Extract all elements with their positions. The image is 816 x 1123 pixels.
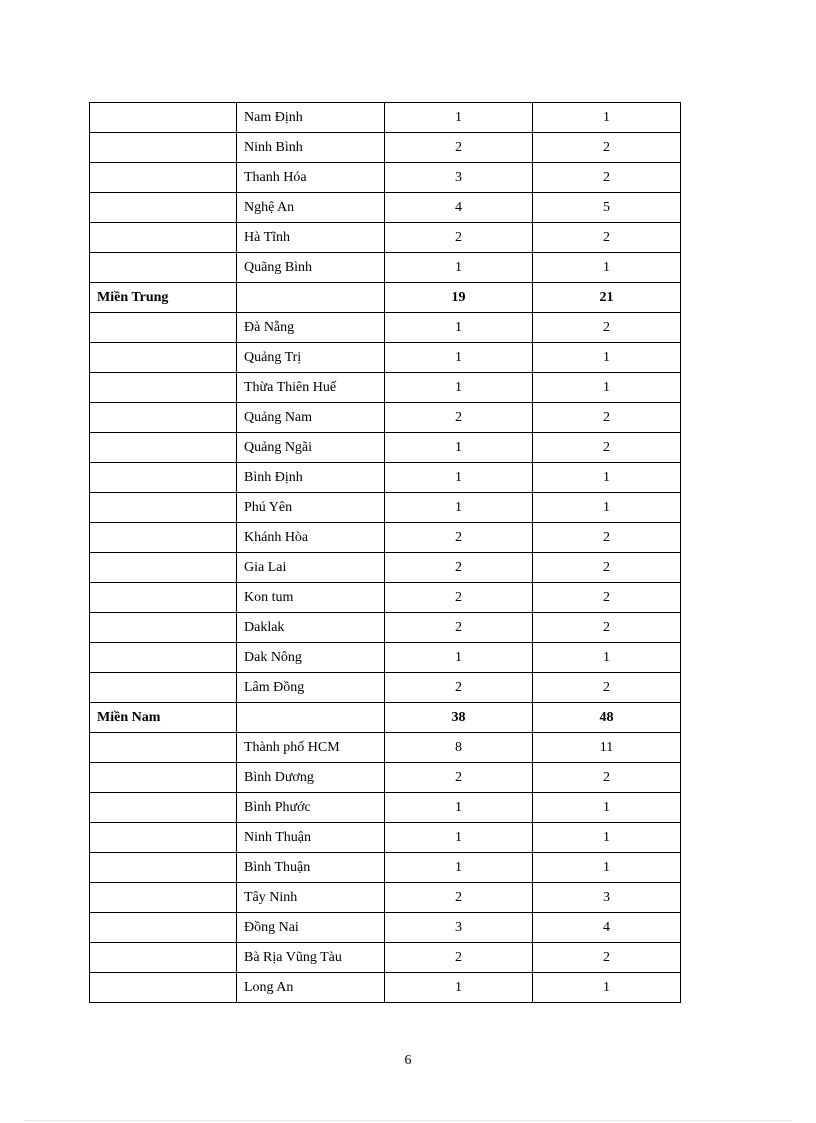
count-cell-2: 1: [533, 493, 681, 523]
count-cell-2: 2: [533, 163, 681, 193]
province-cell: Thừa Thiên Huế: [237, 373, 385, 403]
table-row: [90, 733, 681, 763]
table-row: [90, 553, 681, 583]
region-cell: [90, 583, 237, 613]
table-row: [90, 193, 681, 223]
region-cell: [90, 553, 237, 583]
region-cell: [90, 223, 237, 253]
count-cell-1: 1: [385, 493, 533, 523]
count-cell-1: 2: [385, 613, 533, 643]
region-cell: [90, 973, 237, 1003]
province-cell: Quảng Ngãi: [237, 433, 385, 463]
count-cell-1: 1: [385, 823, 533, 853]
count-cell-1: 4: [385, 193, 533, 223]
province-cell: Bình Phước: [237, 793, 385, 823]
table-row: [90, 103, 681, 133]
province-cell: Bà Rịa Vũng Tàu: [237, 943, 385, 973]
table-row: [90, 403, 681, 433]
table-row: [90, 463, 681, 493]
count-cell-1: 2: [385, 523, 533, 553]
count-cell-2: 1: [533, 103, 681, 133]
table-row: [90, 913, 681, 943]
count-cell-1: 38: [385, 703, 533, 733]
count-cell-2: 2: [533, 583, 681, 613]
region-cell: [90, 823, 237, 853]
count-cell-1: 1: [385, 853, 533, 883]
province-cell: Khánh Hòa: [237, 523, 385, 553]
province-cell: [237, 703, 385, 733]
province-cell: Hà Tĩnh: [237, 223, 385, 253]
count-cell-2: 5: [533, 193, 681, 223]
region-cell: [90, 943, 237, 973]
table-row: [90, 763, 681, 793]
count-cell-2: 2: [533, 433, 681, 463]
count-cell-1: 1: [385, 103, 533, 133]
count-cell-2: 1: [533, 253, 681, 283]
region-cell: [90, 853, 237, 883]
count-cell-2: 1: [533, 823, 681, 853]
count-cell-1: 1: [385, 973, 533, 1003]
table-row: [90, 793, 681, 823]
province-cell: Đà Nẵng: [237, 313, 385, 343]
province-cell: Long An: [237, 973, 385, 1003]
table-row: [90, 523, 681, 553]
province-cell: Gia Lai: [237, 553, 385, 583]
table-row: [90, 433, 681, 463]
region-cell: [90, 883, 237, 913]
count-cell-2: 1: [533, 373, 681, 403]
province-cell: Phú Yên: [237, 493, 385, 523]
province-cell: Nam Định: [237, 103, 385, 133]
count-cell-2: 1: [533, 343, 681, 373]
table-row: [90, 643, 681, 673]
count-cell-2: 2: [533, 523, 681, 553]
province-cell: [237, 283, 385, 313]
count-cell-1: 2: [385, 553, 533, 583]
province-cell: Nghệ An: [237, 193, 385, 223]
count-cell-2: 11: [533, 733, 681, 763]
count-cell-1: 2: [385, 133, 533, 163]
count-cell-2: 21: [533, 283, 681, 313]
page-number: 6: [404, 1053, 412, 1068]
count-cell-1: 1: [385, 253, 533, 283]
province-cell: Quảng Nam: [237, 403, 385, 433]
table-row: [90, 223, 681, 253]
count-cell-2: 1: [533, 463, 681, 493]
count-cell-2: 2: [533, 763, 681, 793]
count-cell-2: 2: [533, 313, 681, 343]
count-cell-1: 1: [385, 463, 533, 493]
region-cell: [90, 613, 237, 643]
count-cell-2: 2: [533, 133, 681, 163]
region-cell: [90, 673, 237, 703]
region-cell: [90, 463, 237, 493]
count-cell-1: 1: [385, 373, 533, 403]
province-cell: Thành phố HCM: [237, 733, 385, 763]
count-cell-2: 2: [533, 673, 681, 703]
count-cell-2: 4: [533, 913, 681, 943]
region-cell: Miền Trung: [90, 283, 237, 313]
count-cell-2: 1: [533, 973, 681, 1003]
count-cell-1: 2: [385, 943, 533, 973]
table-row: [90, 313, 681, 343]
table-row: [90, 673, 681, 703]
province-cell: Tây Ninh: [237, 883, 385, 913]
province-cell: Bình Thuận: [237, 853, 385, 883]
region-cell: [90, 733, 237, 763]
count-cell-2: 2: [533, 943, 681, 973]
province-cell: Dak Nông: [237, 643, 385, 673]
table-row: [90, 613, 681, 643]
province-cell: Quãng Bình: [237, 253, 385, 283]
province-cell: Daklak: [237, 613, 385, 643]
table-body: [90, 103, 681, 1003]
region-cell: [90, 193, 237, 223]
province-cell: Bình Dương: [237, 763, 385, 793]
count-cell-1: 3: [385, 913, 533, 943]
count-cell-2: 2: [533, 613, 681, 643]
region-cell: [90, 253, 237, 283]
region-cell: [90, 403, 237, 433]
region-cell: [90, 913, 237, 943]
region-cell: [90, 103, 237, 133]
count-cell-1: 3: [385, 163, 533, 193]
province-cell: Bình Định: [237, 463, 385, 493]
province-count-table: [89, 102, 681, 1003]
region-cell: [90, 343, 237, 373]
province-cell: Kon tum: [237, 583, 385, 613]
province-cell: Ninh Thuận: [237, 823, 385, 853]
count-cell-2: 48: [533, 703, 681, 733]
region-cell: [90, 433, 237, 463]
count-cell-1: 2: [385, 883, 533, 913]
region-cell: [90, 163, 237, 193]
count-cell-1: 2: [385, 223, 533, 253]
table-row: [90, 583, 681, 613]
region-cell: [90, 373, 237, 403]
table-row: [90, 343, 681, 373]
count-cell-2: 2: [533, 403, 681, 433]
count-cell-1: 1: [385, 433, 533, 463]
count-cell-2: 3: [533, 883, 681, 913]
table-row: [90, 373, 681, 403]
table-row: [90, 823, 681, 853]
count-cell-2: 1: [533, 793, 681, 823]
table-row: [90, 493, 681, 523]
region-cell: [90, 523, 237, 553]
count-cell-1: 2: [385, 763, 533, 793]
region-cell: [90, 763, 237, 793]
region-cell: [90, 643, 237, 673]
region-row: [90, 283, 681, 313]
count-cell-1: 1: [385, 643, 533, 673]
region-cell: [90, 493, 237, 523]
table-row: [90, 853, 681, 883]
region-row: [90, 703, 681, 733]
count-cell-1: 1: [385, 313, 533, 343]
region-cell: [90, 133, 237, 163]
region-cell: [90, 793, 237, 823]
count-cell-1: 8: [385, 733, 533, 763]
count-cell-1: 1: [385, 343, 533, 373]
count-cell-2: 1: [533, 853, 681, 883]
region-cell: Miền Nam: [90, 703, 237, 733]
table-row: [90, 253, 681, 283]
count-cell-1: 2: [385, 583, 533, 613]
count-cell-2: 1: [533, 643, 681, 673]
province-cell: Quảng Trị: [237, 343, 385, 373]
count-cell-1: 19: [385, 283, 533, 313]
province-cell: Thanh Hóa: [237, 163, 385, 193]
count-cell-1: 1: [385, 793, 533, 823]
table-row: [90, 883, 681, 913]
table-row: [90, 133, 681, 163]
table-row: [90, 163, 681, 193]
count-cell-2: 2: [533, 553, 681, 583]
province-cell: Lâm Đồng: [237, 673, 385, 703]
page-bottom-divider: [24, 1120, 792, 1121]
region-cell: [90, 313, 237, 343]
count-cell-1: 2: [385, 673, 533, 703]
table-row: [90, 973, 681, 1003]
count-cell-1: 2: [385, 403, 533, 433]
table-row: [90, 943, 681, 973]
province-cell: Ninh Bình: [237, 133, 385, 163]
count-cell-2: 2: [533, 223, 681, 253]
province-cell: Đồng Nai: [237, 913, 385, 943]
